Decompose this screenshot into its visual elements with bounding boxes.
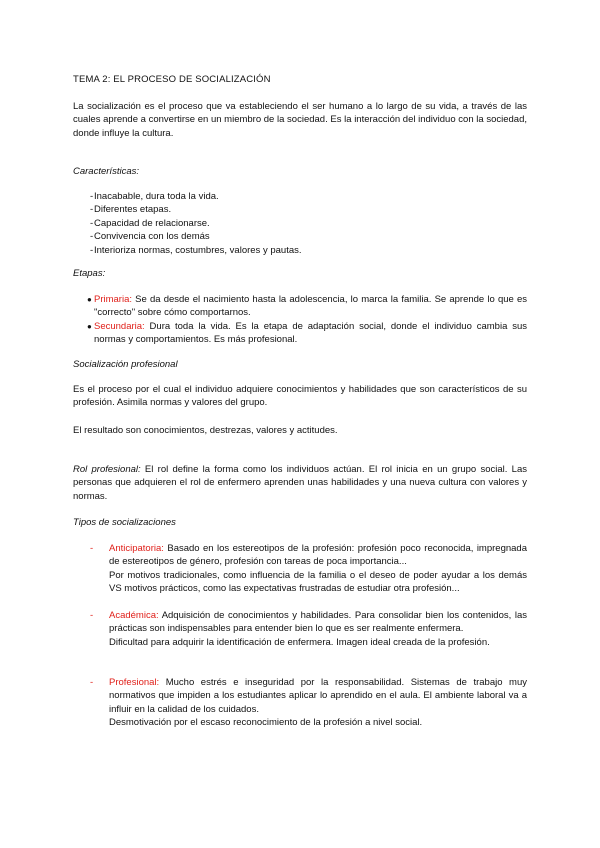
tipos-heading: Tipos de socializaciones <box>73 517 176 528</box>
tipo-term: Anticipatoria: <box>109 543 164 554</box>
etapa-text: Se da desde el nacimiento hasta la adolescencia, lo marca la familia. Se aprende lo que es "correcto" sobre cómo comportarnos. <box>94 294 527 319</box>
profesional-heading: Socialización profesional <box>73 359 178 370</box>
caracteristicas-list <box>73 190 527 257</box>
tipo-extra: Dificultad para adquirir la identificación de enfermera. Imagen ideal creada de la profesión. <box>109 636 490 648</box>
document-title: TEMA 2: EL PROCESO DE SOCIALIZACIÓN <box>73 74 271 85</box>
tipos-list <box>73 609 527 649</box>
list-item <box>73 609 527 649</box>
list-item: - Diferentes etapas. <box>73 203 527 216</box>
resultado-paragraph: El resultado son conocimientos, destrezas, valores y actitudes. <box>73 425 338 436</box>
rol-paragraph <box>73 463 527 503</box>
list-item <box>73 320 527 347</box>
etapa-text: Dura toda la vida. Es la etapa de adaptación social, donde el individuo cambia sus normas y comportamientos. Es más profesional. <box>94 320 527 346</box>
tipo-term: Profesional: <box>109 677 160 688</box>
tipos-list <box>73 676 527 730</box>
tipos-list <box>73 542 527 596</box>
tipo-extra: Desmotivación por el escaso reconocimiento de la profesión a nivel social. <box>109 717 423 729</box>
list-item <box>73 293 527 320</box>
tipo-text: Adquisición de conocimientos y habilidades. Para consolidar bien los contenidos, las prácticas son indispensables para entender bien lo que es ser realmente enfermera. <box>109 610 527 635</box>
list-item <box>73 542 527 596</box>
etapas-heading: Etapas: <box>73 268 106 279</box>
tipo-text: Mucho estrés e inseguridad por la responsabilidad. Sistemas de trabajo muy normativos que impiden a los estudiantes aplicar lo aprendido en el aula. El ambiente laboral va a influir en la calidad de los cuidados. <box>109 677 527 715</box>
rol-term: Rol profesional: <box>73 464 141 475</box>
list-item <box>73 676 527 730</box>
caracteristicas-heading: Características: <box>73 166 139 177</box>
rol-text: El rol define la forma como los individuos actúan. El rol inicia en un grupo social. Las personas que adquieren el rol de enfermero aprenden unas habilidades y una nueva cultura con valores y normas. <box>73 464 527 502</box>
etapa-term: Primaria: <box>94 294 133 305</box>
tipo-text: Basado en los estereotipos de la profesión: profesión poco reconocida, impregnada de estereotipos de género, profesión con tareas de poca importancia... <box>109 543 527 568</box>
list-item: - Convivencia con los demás <box>73 230 527 243</box>
tipo-extra: Por motivos tradicionales, como influencia de la familia o el deseo de poder ayudar a los demás VS motivos prácticos, como las expectativas frustradas de estudiar otra profesión... <box>109 569 527 595</box>
intro-paragraph: La socialización es el proceso que va estableciendo el ser humano a lo largo de su vida, a través de las cuales aprende a convertirse en un miembro de la sociedad. Es la interacción del individuo con la sociedad, donde influye la cultura. <box>73 101 527 139</box>
profesional-paragraph: Es el proceso por el cual el individuo adquiere conocimientos y habilidades que son característicos de su profesión. Asimila normas y valores del grupo. <box>73 384 527 409</box>
tipo-term: Académica: <box>109 610 159 621</box>
etapa-term: Secundaria: <box>94 320 145 332</box>
list-item: - Capacidad de relacionarse. <box>73 217 527 230</box>
etapas-list <box>73 293 527 347</box>
list-item: - Interioriza normas, costumbres, valores y pautas. <box>73 244 527 257</box>
list-item: - Inacabable, dura toda la vida. <box>73 190 527 203</box>
